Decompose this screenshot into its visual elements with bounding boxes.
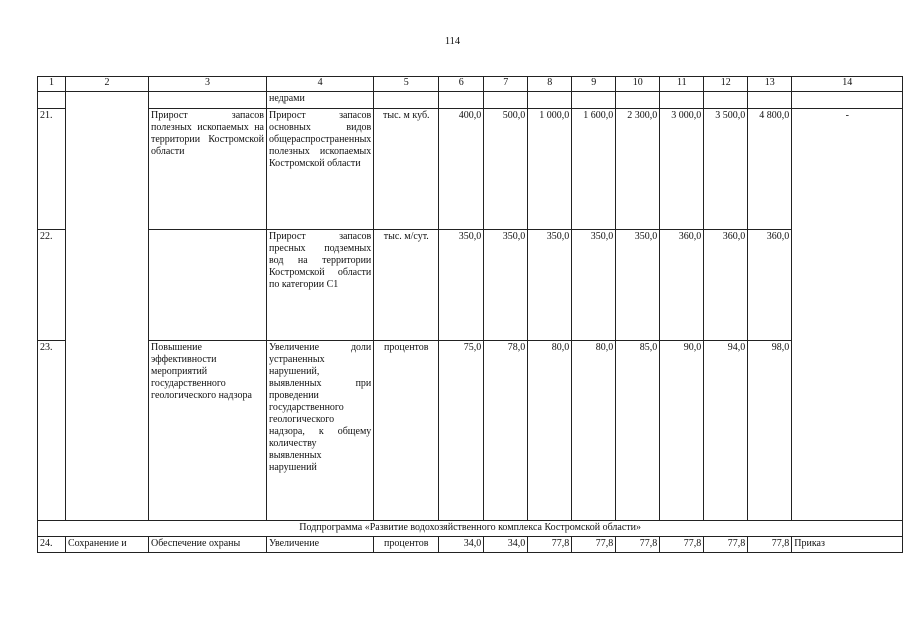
value-cell: 77,8 [748,537,792,553]
value-cell: 75,0 [439,341,484,521]
header-cell: 3 [149,77,267,92]
row-unit: процентов [374,537,439,553]
header-cell: 8 [528,77,572,92]
header-cell: 5 [374,77,439,92]
value-cell: 1 000,0 [528,109,572,230]
header-cell: 10 [616,77,660,92]
row-unit: тыс. м/сут. [374,230,439,341]
row-indicator: Прирост запасов основных видов общераспространенных полезных ископаемых Костромской области [267,109,374,230]
value-cell: 500,0 [484,109,528,230]
table-row [38,230,903,341]
value-cell: 3 500,0 [704,109,748,230]
value-cell: 360,0 [660,230,704,341]
row-goal: Повышение эффективности мероприятий государственного геологического надзора [149,341,267,521]
header-cell: 9 [572,77,616,92]
row-number: 22. [38,230,66,341]
row-number: 21. [38,109,66,230]
value-cell: 90,0 [660,341,704,521]
table-row [38,92,903,109]
row-indicator: Прирост запасов пресных подземных вод на территории Костромской области по категории С1 [267,230,374,341]
header-cell: 14 [792,77,903,92]
value-cell: 360,0 [704,230,748,341]
header-cell: 13 [748,77,792,92]
value-cell: 94,0 [704,341,748,521]
page-number: 114 [444,36,461,47]
value-cell: 1 600,0 [572,109,616,230]
value-cell: 350,0 [572,230,616,341]
subprogram-row [38,521,903,537]
indicators-table [37,76,903,553]
table-row [38,537,903,553]
value-cell: 4 800,0 [748,109,792,230]
header-cell: 7 [484,77,528,92]
row-document: Приказ [792,537,903,553]
row-unit: процентов [374,341,439,521]
value-cell: 77,8 [704,537,748,553]
table-row [38,341,903,521]
row-col2-merged [66,92,149,521]
value-cell: 350,0 [484,230,528,341]
row-indicator: Увеличение [267,537,374,553]
header-cell: 12 [704,77,748,92]
header-cell: 1 [38,77,66,92]
subprogram-title: Подпрограмма «Развитие водохозяйственного комплекса Костромской области» [38,521,903,537]
value-cell: 80,0 [572,341,616,521]
value-cell: 98,0 [748,341,792,521]
row-goal: Обеспечение охраны [149,537,267,553]
value-cell: 34,0 [439,537,484,553]
value-cell: 77,8 [572,537,616,553]
value-cell: 34,0 [484,537,528,553]
column-number-row [38,77,903,92]
row-number: 24. [38,537,66,553]
value-cell: 2 300,0 [616,109,660,230]
value-cell: 400,0 [439,109,484,230]
value-cell: 77,8 [528,537,572,553]
value-cell: 350,0 [439,230,484,341]
value-cell: 350,0 [616,230,660,341]
value-cell: 78,0 [484,341,528,521]
row-document: - [792,109,903,521]
value-cell: 3 000,0 [660,109,704,230]
row-number: 23. [38,341,66,521]
header-cell: 6 [439,77,484,92]
header-cell: 2 [66,77,149,92]
value-cell: 85,0 [616,341,660,521]
header-cell: 11 [660,77,704,92]
value-cell: 360,0 [748,230,792,341]
value-cell: 77,8 [616,537,660,553]
table-row [38,109,903,230]
row-indicator: Увеличение доли устраненных нарушений, выявленных при проведении государственного геологического надзора, к общему количеству выявленных нарушений [267,341,374,521]
continued-cell: недрами [267,92,374,109]
value-cell: 77,8 [660,537,704,553]
row-unit: тыс. м куб. [374,109,439,230]
row-goal: Прирост запасов полезных ископаемых на территории Костромской области [149,109,267,230]
value-cell: 80,0 [528,341,572,521]
value-cell: 350,0 [528,230,572,341]
header-cell: 4 [267,77,374,92]
row-task: Сохранение и [66,537,149,553]
